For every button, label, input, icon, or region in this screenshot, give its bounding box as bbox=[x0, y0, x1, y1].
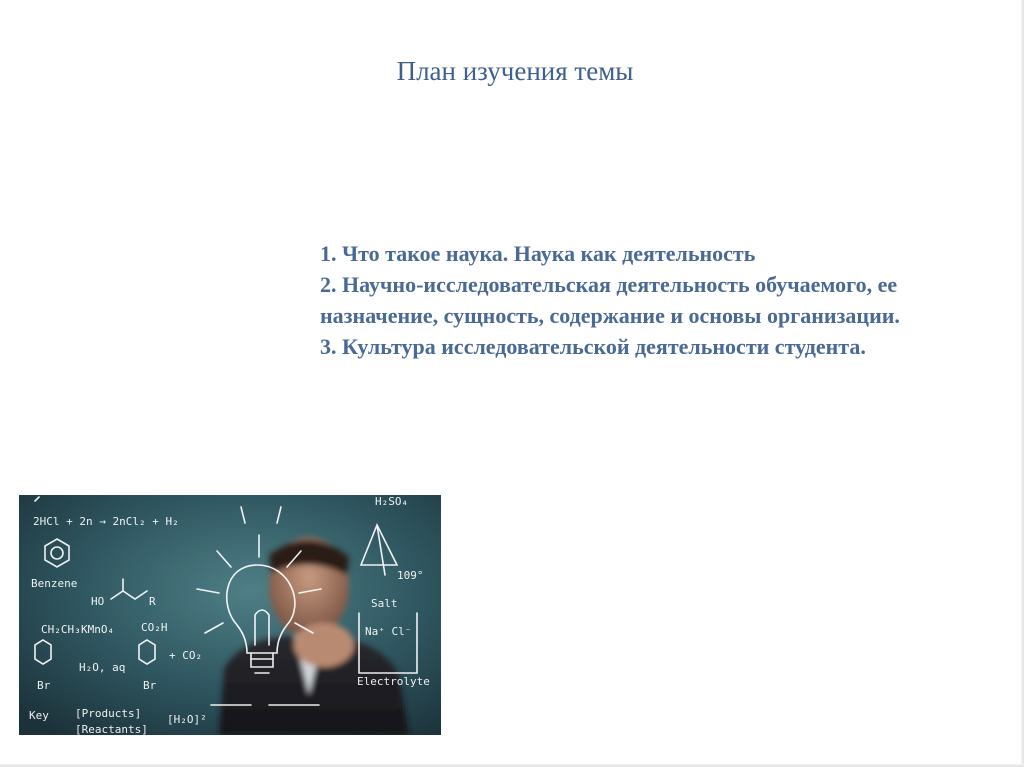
board-reactants-text: [Reactants] bbox=[75, 723, 148, 735]
study-plan-list bbox=[320, 238, 920, 362]
board-r-text: R bbox=[149, 595, 156, 608]
plan-item-1: 1. Что такое наука. Наука как деятельность bbox=[320, 241, 756, 266]
chalkboard-illustration bbox=[19, 495, 441, 735]
plan-item-2: 2. Научно-исследовательская деятельность обучаемого, ее назначение, сущность, содержание и основы организации. bbox=[320, 272, 900, 328]
board-ch2-text: CH₂CH₃ bbox=[41, 623, 81, 636]
board-equation-text: 2HCl + 2n → 2nCl₂ + H₂ bbox=[33, 515, 179, 528]
board-salt-text: Salt bbox=[371, 597, 398, 610]
board-br1-text: Br bbox=[37, 679, 51, 692]
slide-title: План изучения темы bbox=[396, 56, 634, 86]
board-angle-text: 109° bbox=[397, 569, 424, 582]
board-key-text: Key bbox=[29, 709, 49, 722]
board-br2-text: Br bbox=[143, 679, 157, 692]
plan-item-3: 3. Культура исследовательской деятельности студента. bbox=[320, 334, 866, 359]
board-h2so4-text: H₂SO₄ bbox=[375, 495, 409, 508]
board-benzene-text: Benzene bbox=[31, 577, 78, 590]
board-kmno4-text: KMnO₄ bbox=[81, 623, 115, 636]
board-h2o-sq-text: [H₂O]² bbox=[167, 713, 207, 726]
board-nacl-text: Na⁺ Cl⁻ bbox=[365, 625, 412, 638]
board-electrolyte-text: Electrolyte bbox=[357, 675, 430, 688]
board-h2o-text: H₂O, aq bbox=[79, 661, 126, 674]
board-plus-co2-text: + CO₂ bbox=[169, 649, 203, 662]
board-products-text: [Products] bbox=[75, 707, 142, 720]
board-ho-text: HO bbox=[91, 595, 105, 608]
board-co2h-text: CO₂H bbox=[141, 621, 168, 634]
science-chalkboard-photo bbox=[19, 495, 441, 735]
